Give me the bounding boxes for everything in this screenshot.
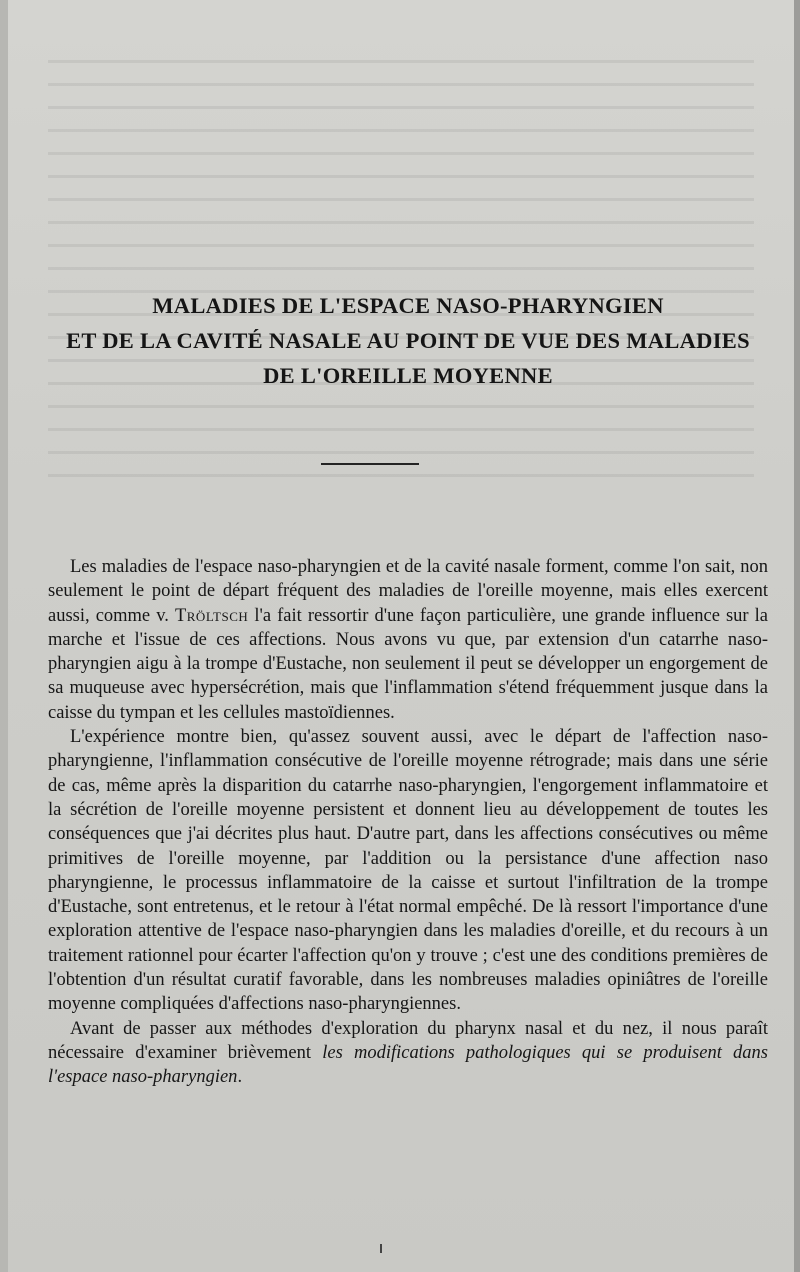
chapter-title xyxy=(28,288,788,393)
page-mark xyxy=(380,1244,382,1253)
show-through-text xyxy=(48,60,754,490)
chapter-title-line-1: MALADIES DE L'ESPACE NASO-PHARYNGIEN xyxy=(152,293,664,318)
chapter-title-line-3: DE L'OREILLE MOYENNE xyxy=(263,363,553,388)
paragraph-2: L'expérience montre bien, qu'assez souvent aussi, avec le départ de l'affection naso-pharyngienne, l'inflammation consécutive de l'oreille moyenne rétrograde; mais dans une série de cas, même après la disparition du catarrhe naso-pharyngien, l'engorgement inflammatoire et la sécrétion de l'oreille moyenne persistent et donnent lieu au développement de toutes les conséquences que j'ai décrites plus haut. D'autre part, dans les affections consécutives ou même primitives de l'oreille moyenne, par l'addition ou la persistance d'une affection naso pharyngienne, le processus inflammatoire de la caisse et surtout l'infiltration de la trompe d'Eustache, sont entretenus, et le retour à l'état normal empêché. De là ressort l'importance d'une exploration attentive de l'espace naso-pharyngien dans les maladies d'oreille, et du recours à un traitement rationnel pour écarter l'affection qu'on y trouve ; c'est une des conditions premières de l'obtention d'un résultat curatif favorable, dans les nombreuses maladies opiniâtres de l'oreille moyenne compliquées d'affections naso-pharyngiennes. xyxy=(48,727,768,1015)
chapter-title-line-2: ET DE LA CAVITÉ NASALE AU POINT DE VUE DES MALADIES xyxy=(66,328,750,353)
paragraph-3 xyxy=(48,1017,768,1090)
body-text xyxy=(48,555,768,1090)
title-divider xyxy=(321,463,419,465)
paragraph-3-text-start: Avant de passer aux méthodes d'exploration du pharynx nasal et du nez, il nous paraît nécessaire d'examiner brièvement xyxy=(48,1018,768,1063)
paragraph-1 xyxy=(48,555,768,725)
author-name-troltsch: Tröltsch xyxy=(174,605,249,626)
paragraph-3-italic-text: les modifications pathologiques qui se produisent dans l'espace naso-pharyngien xyxy=(48,1042,768,1088)
paragraph-1-text-end: l'a fait ressortir d'une façon particulière, une grande influence sur la marche et l'issue de ces affections. Nous avons vu que, par extension d'un catarrhe naso-pharyngien aigu à la trompe d'Eustache, non seulement il peut se développer un engorgement de sa muqueuse avec hypersécrétion, mais que l'inflammation s'étend fréquemment jusque dans la caisse du tympan et les cellules mastoïdiennes. xyxy=(48,605,768,723)
paragraph-3-text-end: . xyxy=(237,1067,243,1088)
paragraph-1-text-start: Les maladies de l'espace naso-pharyngien et de la cavité nasale forment, comme l'on sait, non seulement le point de départ fréquent des maladies de l'oreille moyenne, mais elles exercent aussi, comme v. xyxy=(48,557,768,626)
